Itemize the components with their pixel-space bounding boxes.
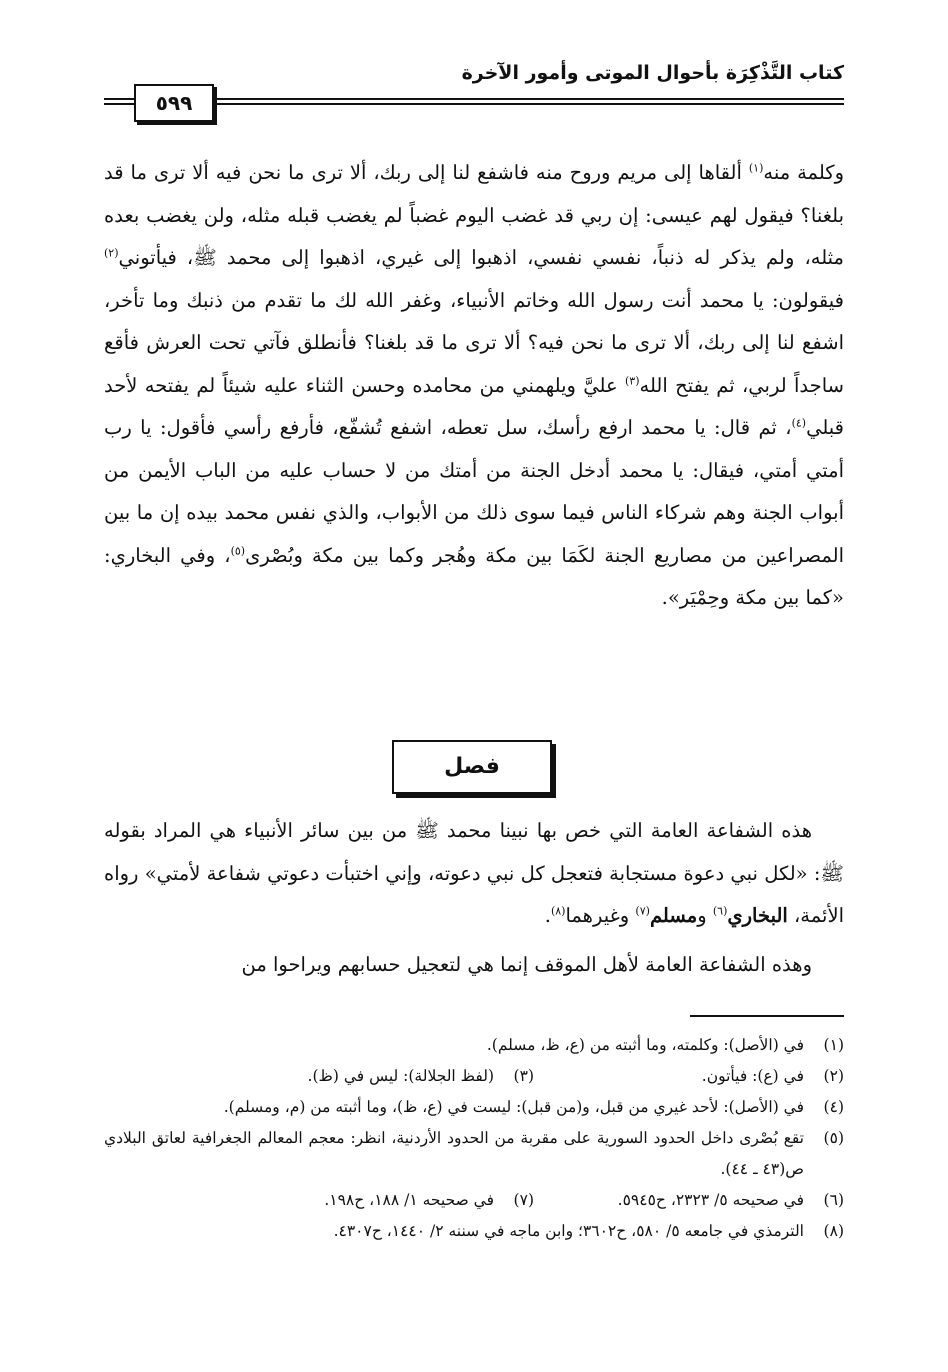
footnote-number: (٣) [513, 1067, 534, 1085]
footnote [104, 1216, 844, 1247]
text-run: ، ثم قال: يا محمد ارفع رأسك، سل تعطه، اشفع تُشفّع، فأرفع رأسي فأقول: يا رب أمتي أمتي، فيقال: يا محمد أدخل الجنة من أمتك من لا حساب عليه من الباب الأيمن من أبواب الجنة وهم شركاء الناس فيما سوى ذلك من الأبواب، والذي نفس محمد بيده إن ما بين المصراعين من مصاريع الجنة لكَمَا بين مكة وهُجر وكما بين مكة وبُصْرى [104, 416, 844, 567]
footnote-text: الترمذي في جامعه ٥/ ٥٨٠، ح٣٦٠٢؛ وابن ماجه في سننه ٢/ ١٤٤٠، ح٤٣٠٧. [333, 1222, 804, 1240]
section-heading: فصل [392, 740, 552, 794]
page-number-box: ٥٩٩ [134, 84, 214, 122]
text-run: هذه الشفاعة العامة التي خص بها نبينا محمد ﷺ من بين سائر الأنبياء هي المراد بقوله ﷺ: «لكل نبي دعوة مستجابة فتعجل كل نبي دعوته، وإني اختبأت دعوتي شفاعة لأمتي» رواه الأئمة، [104, 819, 844, 927]
footnote-ref[interactable]: (٧) [635, 904, 650, 918]
footnote-number: (١) [823, 1036, 844, 1054]
footnote [104, 1030, 844, 1061]
footnote-ref[interactable]: (١) [748, 161, 764, 175]
footnote-pair [104, 1061, 804, 1092]
main-text [104, 152, 844, 620]
footnote [104, 1185, 844, 1216]
footnote-text: (لفظ الجلالة): ليس في (ظ). [307, 1067, 494, 1085]
footnote-text: في (ع): فيأتون. [701, 1067, 804, 1085]
footnote-ref[interactable]: (٤) [791, 416, 807, 430]
footnote [104, 1061, 844, 1092]
footnotes [104, 1030, 844, 1247]
footnote-text: في (الأصل): وكلمته، وما أثبته من (ع، ظ، مسلم). [486, 1036, 804, 1054]
footnote-number: (٨) [823, 1222, 844, 1240]
footnote-number: (٦) [823, 1191, 844, 1209]
header-rule-bottom [104, 103, 844, 105]
paragraph [104, 152, 844, 620]
text-run: ألقاها إلى مريم وروح منه فاشفع لنا إلى ربك، ألا ترى ما نحن فيه ألا ترى ما قد بلغنا؟ فيقول لهم عيسى: إن ربي قد غضب اليوم غضباً لم يغضب قبله مثله، ولن يغضب بعده مثله، ولم يذكر له ذنباً، نفسي نفسي، اذهبوا إلى غيري، اذهبوا إلى محمد ﷺ، فيأتوني [104, 161, 844, 269]
text-run: و [697, 904, 713, 927]
text-run: وكلمة منه [763, 161, 844, 184]
header-rule-top [104, 98, 844, 100]
text-run: . [544, 904, 551, 927]
footnote [104, 1092, 844, 1123]
text-run: ، وفي البخاري: «كما بين مكة وحِمْيَر». [104, 543, 844, 609]
footnote-number: (٢) [823, 1067, 844, 1085]
footnote-ref[interactable]: (٨) [550, 904, 566, 918]
footnote [104, 1123, 844, 1185]
footnote-text: في (الأصل): لأحد غيري من قبل، و(من قبل): ليست في (ع، ظ)، وما أثبته من (م، ومسلم). [223, 1098, 804, 1116]
text-run: فيقولون: يا محمد أنت رسول الله وخاتم الأنبياء، وغفر الله لك ما تقدم من ذنبك وما تأخر، اشفع لنا إلى ربك، ألا ترى ما نحن فيه؟ ألا ترى ما قد بلغنا؟ فأنطلق فآتي تحت العرش فأقع ساجداً لربي، ثم يفتح الله [104, 288, 844, 397]
paragraph [104, 810, 844, 938]
text-run: وغيرهما [565, 904, 636, 927]
footnote-number: (٥) [823, 1129, 844, 1147]
footnote-separator [690, 1015, 844, 1017]
source-name: مسلم [649, 904, 698, 927]
footnote-text: في صحيحه ٥/ ٢٣٢٣، ح٥٩٤٥. [617, 1191, 804, 1209]
footnote-ref[interactable]: (٢) [104, 246, 119, 260]
footnote-number: (٧) [513, 1191, 534, 1209]
footnote-ref[interactable]: (٣) [624, 374, 640, 387]
footnote-text: في صحيحه ١/ ١٨٨، ح١٩٨. [324, 1191, 494, 1209]
footnote-ref[interactable]: (٦) [712, 904, 728, 918]
paragraph: وهذه الشفاعة العامة لأهل الموقف إنما هي لتعجيل حسابهم ويراحوا من [241, 952, 812, 976]
source-name: البخاري [727, 904, 788, 927]
footnote-number: (٤) [823, 1098, 844, 1116]
footnote-pair [104, 1185, 804, 1216]
running-header-title: كتاب التَّذْكِرَة بأحوال الموتى وأمور الآخرة [461, 62, 844, 84]
footnote-ref[interactable]: (٥) [230, 544, 246, 557]
footnote-text: تقع بُصْرى داخل الحدود السورية على مقربة من الحدود الأردنية، انظر: معجم المعالم الجغرافية لعاتق البلادي ص(٤٣ ـ ٤٤). [104, 1129, 804, 1178]
section-text [104, 810, 844, 986]
text-run: عليَّ ويلهمني من محامده وحسن الثناء عليه شيئاً لم يفتحه لأحد قبلي [104, 373, 844, 439]
